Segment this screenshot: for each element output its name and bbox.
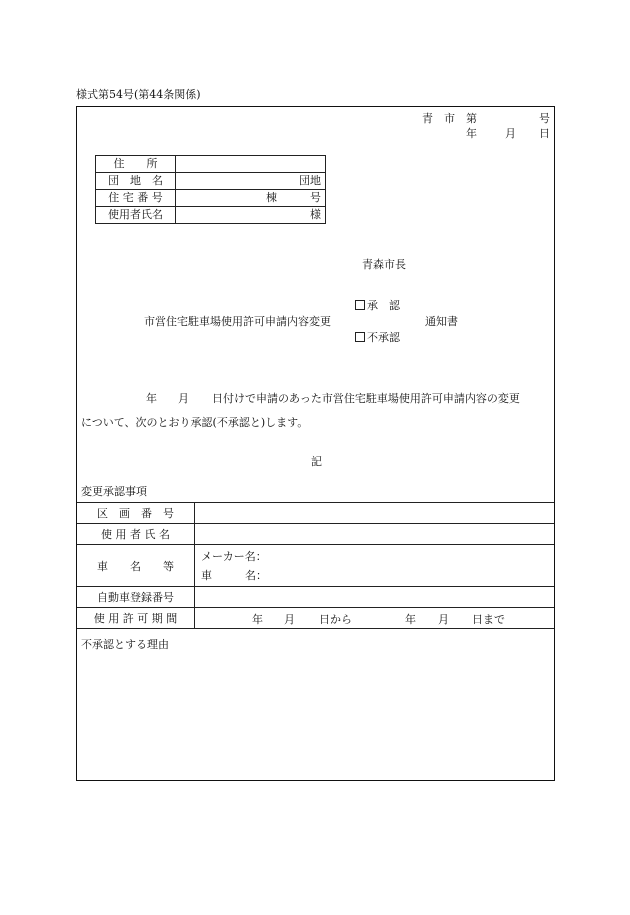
maker-label: メーカー名： [201, 549, 267, 563]
plot-number-value [195, 503, 555, 524]
period-end-year: 年 [405, 613, 416, 626]
notice-suffix: 通知書 [425, 315, 458, 328]
vehicle-value [195, 545, 555, 587]
date-year: 年 [466, 127, 477, 140]
user-name-detail-value [195, 524, 555, 545]
approve-checkbox[interactable] [355, 300, 365, 310]
recipient-table [95, 155, 326, 224]
reject-label: 不承認 [367, 331, 400, 344]
body-year: 年 [146, 392, 157, 405]
user-name-detail-row [77, 524, 554, 545]
issuer-prefix: 青 市 第 [422, 112, 477, 125]
reject-reason-label: 不承認とする理由 [81, 638, 169, 651]
change-details-table [77, 502, 554, 629]
form-number-title: 様式第54号(第44条関係) [76, 88, 201, 101]
plot-number-label: 区 画 番 号 [77, 503, 195, 524]
user-name-row [96, 207, 326, 224]
user-name-detail-label: 使 用 者 氏 名 [77, 524, 195, 545]
address-row [96, 156, 326, 173]
estate-value: 団地 [176, 173, 326, 190]
address-label: 住 所 [96, 156, 176, 173]
registration-value [195, 587, 555, 608]
user-name-label: 使用者氏名 [96, 207, 176, 224]
approve-option [355, 297, 400, 313]
vehicle-row [77, 545, 554, 587]
mayor-title: 青森市長 [362, 258, 406, 271]
period-value [195, 608, 555, 629]
reject-checkbox[interactable] [355, 332, 365, 342]
period-row [77, 608, 554, 629]
plot-number-row [77, 503, 554, 524]
estate-label: 団 地 名 [96, 173, 176, 190]
estate-row [96, 173, 326, 190]
approve-label: 承 認 [367, 299, 400, 312]
registration-row [77, 587, 554, 608]
body-month: 月 [178, 392, 189, 405]
house-number-row [96, 190, 326, 207]
vehicle-label: 車 名 等 [77, 545, 195, 587]
period-end-day: 日まで [472, 613, 505, 626]
period-end-month: 月 [438, 613, 449, 626]
reject-option [355, 329, 400, 345]
address-value [176, 156, 326, 173]
number-suffix: 号 [539, 112, 550, 125]
period-label: 使 用 許 可 期 間 [77, 608, 195, 629]
body-line2: について、次のとおり承認(不承認と)します。 [81, 416, 309, 429]
car-name-label: 車 名： [201, 568, 267, 582]
change-section-title: 変更承認事項 [81, 485, 147, 498]
body-line1: 日付けで申請のあった市営住宅駐車場使用許可申請内容の変更 [212, 392, 520, 405]
house-number-value: 棟 号 [176, 190, 326, 207]
house-number-label: 住 宅 番 号 [96, 190, 176, 207]
date-day: 日 [539, 127, 550, 140]
ki-heading: 記 [311, 455, 322, 468]
user-name-value: 様 [176, 207, 326, 224]
period-start-year: 年 [252, 613, 263, 626]
notice-subject: 市営住宅駐車場使用許可申請内容変更 [144, 315, 331, 328]
period-start-month: 月 [284, 613, 295, 626]
registration-label: 自動車登録番号 [77, 587, 195, 608]
period-start-day: 日から [319, 613, 352, 626]
date-month: 月 [505, 127, 516, 140]
